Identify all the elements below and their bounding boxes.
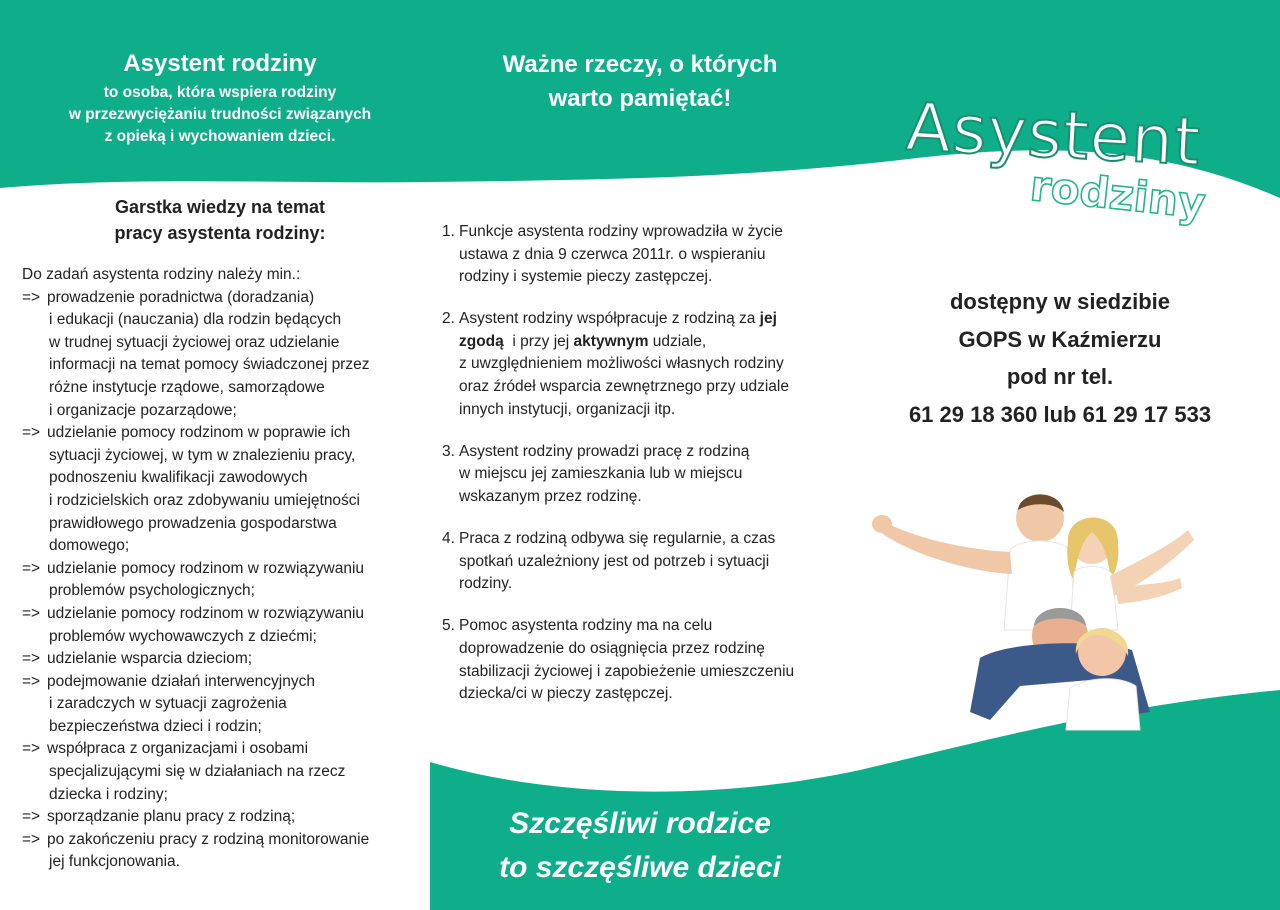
duty-text <box>47 603 422 648</box>
duty-text <box>47 738 422 806</box>
col2-header <box>430 48 850 116</box>
fact-line: Praca z rodziną odbywa się regularnie, a czas <box>459 530 776 548</box>
col2-header-line: Ważne rzeczy, o których <box>502 51 778 78</box>
fact-item <box>442 308 842 421</box>
arrow-marker: => <box>22 559 41 577</box>
duty-line: podnoszeniu kwalifikacji zawodowych <box>49 469 308 487</box>
duty-line: po zakończeniu pracy z rodziną monitorowanie <box>47 830 370 848</box>
duty-line: udzielanie pomocy rodzinom w rozwiązywaniu <box>47 559 365 577</box>
arrow-marker: => <box>22 650 41 668</box>
duty-line: sporządzanie planu pracy z rodziną; <box>47 808 296 826</box>
knowledge-title <box>20 194 420 246</box>
fact-line: Pomoc asystenta rodziny ma na celu <box>459 617 713 635</box>
duty-item <box>22 738 422 806</box>
fact-line: spotkań uzależniony jest od potrzeb i sytuacji <box>459 552 770 570</box>
family-photo <box>870 480 1210 740</box>
knowledge-title-line: pracy asystenta rodziny: <box>114 223 326 243</box>
fact-number: 5. <box>442 617 455 635</box>
arrow-marker: => <box>22 288 41 306</box>
fact-item <box>442 221 842 289</box>
boy-arm-left <box>880 522 1012 574</box>
col1-subtitle-line: w przezwyciężaniu trudności związanych <box>68 106 372 123</box>
fact-bold: jej <box>759 310 777 328</box>
brand-subtitle: rodziny <box>1027 160 1208 229</box>
duty-line: współpraca z organizacjami i osobami <box>47 740 309 758</box>
fact-number: 4. <box>442 530 455 548</box>
fact-line <box>459 308 842 331</box>
fact-item <box>442 615 842 705</box>
duty-item <box>22 806 422 829</box>
fact-line: wskazanym przez rodzinę. <box>459 487 642 505</box>
duty-item <box>22 829 422 874</box>
duty-item <box>22 671 422 739</box>
fact-line: w miejscu jej zamieszkania lub w miejscu <box>459 465 743 483</box>
fact-line: oraz źródeł wsparcia zewnętrznego przy udziale <box>459 378 789 396</box>
col1-subtitle-line: to osoba, która wspiera rodziny <box>103 84 337 101</box>
duties-intro: Do zadań asystenta rodziny należy min.: <box>22 266 301 283</box>
duty-line: udzielanie pomocy rodzinom w rozwiązywaniu <box>47 604 365 622</box>
col1-subtitle <box>20 82 420 148</box>
duty-line: i edukacji (nauczania) dla rodzin będących <box>49 311 342 329</box>
slogan-line: Szczęśliwi rodzice <box>509 807 771 840</box>
fact-bold: aktywnym <box>573 332 649 350</box>
fact-text: i przy jej <box>503 332 574 350</box>
duty-line: i organizacje pozarządowe; <box>49 401 237 419</box>
fact-line: Funkcje asystenta rodziny wprowadziła w życie <box>459 223 783 240</box>
contact-line: dostępny w siedzibie <box>949 289 1171 314</box>
duty-line: w trudnej sytuacji życiowej oraz udzielanie <box>49 333 340 351</box>
brand-title: Asystent <box>904 88 1203 181</box>
fact-text: Asystent rodziny współpracuje z rodziną za <box>459 310 760 328</box>
fact-number: 2. <box>442 310 455 328</box>
fact-line: rodziny i systemie pieczy zastępczej. <box>459 268 713 286</box>
duty-line: problemów psychologicznych; <box>49 582 255 600</box>
fact-line: Asystent rodziny prowadzi pracę z rodziną <box>459 442 750 460</box>
duty-text <box>47 806 422 829</box>
arrow-marker: => <box>22 740 41 758</box>
duties-items <box>22 287 422 874</box>
duty-item <box>22 558 422 603</box>
duty-line: bezpieczeństwa dzieci i rodzin; <box>49 717 262 735</box>
duty-line: jej funkcjonowania. <box>49 853 180 871</box>
knowledge-title-line: Garstka wiedzy na temat <box>114 197 326 217</box>
fact-line <box>459 331 842 354</box>
duty-line: udzielanie pomocy rodzinom w poprawie ich <box>47 424 351 442</box>
col1-title: Asystent rodziny <box>123 50 317 77</box>
duty-line: sytuacji życiowej, w tym w znalezieniu pracy, <box>49 446 356 464</box>
duty-line: informacji na temat pomocy świadczonej przez <box>49 356 370 374</box>
col1-subtitle-line: z opieką i wychowaniem dzieci. <box>104 128 336 145</box>
fact-line: z uwzględnieniem możliwości własnych rodziny <box>459 355 784 373</box>
fact-text: udziale, <box>648 332 707 350</box>
arrow-marker: => <box>22 672 41 690</box>
fact-item <box>442 528 842 596</box>
duty-text <box>47 287 422 423</box>
contact-line: GOPS w Kaźmierzu <box>958 326 1162 352</box>
arrow-marker: => <box>22 604 41 622</box>
duty-line: problemów wychowawczych z dziećmi; <box>49 627 317 645</box>
contact-info <box>860 283 1260 433</box>
duty-line: i zaradczych w sytuacji zagrożenia <box>49 695 287 713</box>
slogan <box>430 802 850 890</box>
woman-body <box>1066 679 1140 730</box>
fact-line: ustawa z dnia 9 czerwca 2011r. o wspieraniu <box>459 245 766 263</box>
fact-item <box>442 441 842 509</box>
fact-line: innych instytucji, organizacji itp. <box>459 400 676 418</box>
duty-line: domowego; <box>49 537 130 555</box>
duty-line: udzielanie wsparcia dzieciom; <box>47 650 253 668</box>
duty-item <box>22 648 422 671</box>
duty-line: różne instytucje rządowe, samorządowe <box>49 378 325 396</box>
arrow-marker: => <box>22 424 41 442</box>
fact-number: 1. <box>442 223 455 240</box>
fact-line: rodziny. <box>459 575 513 593</box>
contact-phone: 61 29 18 360 lub 61 29 17 533 <box>908 401 1212 427</box>
duty-line: prawidłowego prowadzenia gospodarstwa <box>49 514 337 532</box>
arrow-marker: => <box>22 808 41 826</box>
duty-item <box>22 603 422 648</box>
col2-header-line: warto pamiętać! <box>548 85 732 112</box>
duty-text <box>47 648 422 671</box>
contact-line: pod nr tel. <box>1006 364 1114 389</box>
fact-number: 3. <box>442 442 455 460</box>
fact-line: stabilizacji życiowej i zapobieżenie umieszczeniu <box>459 662 795 680</box>
duty-line: prowadzenie poradnictwa (doradzania) <box>47 288 315 306</box>
duty-item <box>22 422 422 558</box>
duty-text <box>47 422 422 558</box>
fact-line: doprowadzenie do osiągnięcia przez rodzinę <box>459 639 765 657</box>
duty-text <box>47 558 422 603</box>
duty-item <box>22 287 422 423</box>
duty-line: podejmowanie działań interwencyjnych <box>47 672 315 690</box>
col1-header <box>20 50 420 148</box>
fact-line: dziecka/ci w pieczy zastępczej. <box>459 685 673 703</box>
duties-list <box>22 264 422 874</box>
facts-list <box>442 221 842 725</box>
boy-hand <box>872 515 892 533</box>
duty-line: specjalizującymi się w działaniach na rzecz <box>49 763 346 781</box>
fact-bold: zgodą <box>459 332 504 350</box>
duty-text <box>47 829 422 874</box>
duty-text <box>47 671 422 739</box>
arrow-marker: => <box>22 830 41 848</box>
duty-line: i rodzicielskich oraz zdobywaniu umiejętności <box>49 491 360 509</box>
duty-line: dziecka i rodziny; <box>49 785 168 803</box>
slogan-line: to szczęśliwe dzieci <box>499 851 781 884</box>
